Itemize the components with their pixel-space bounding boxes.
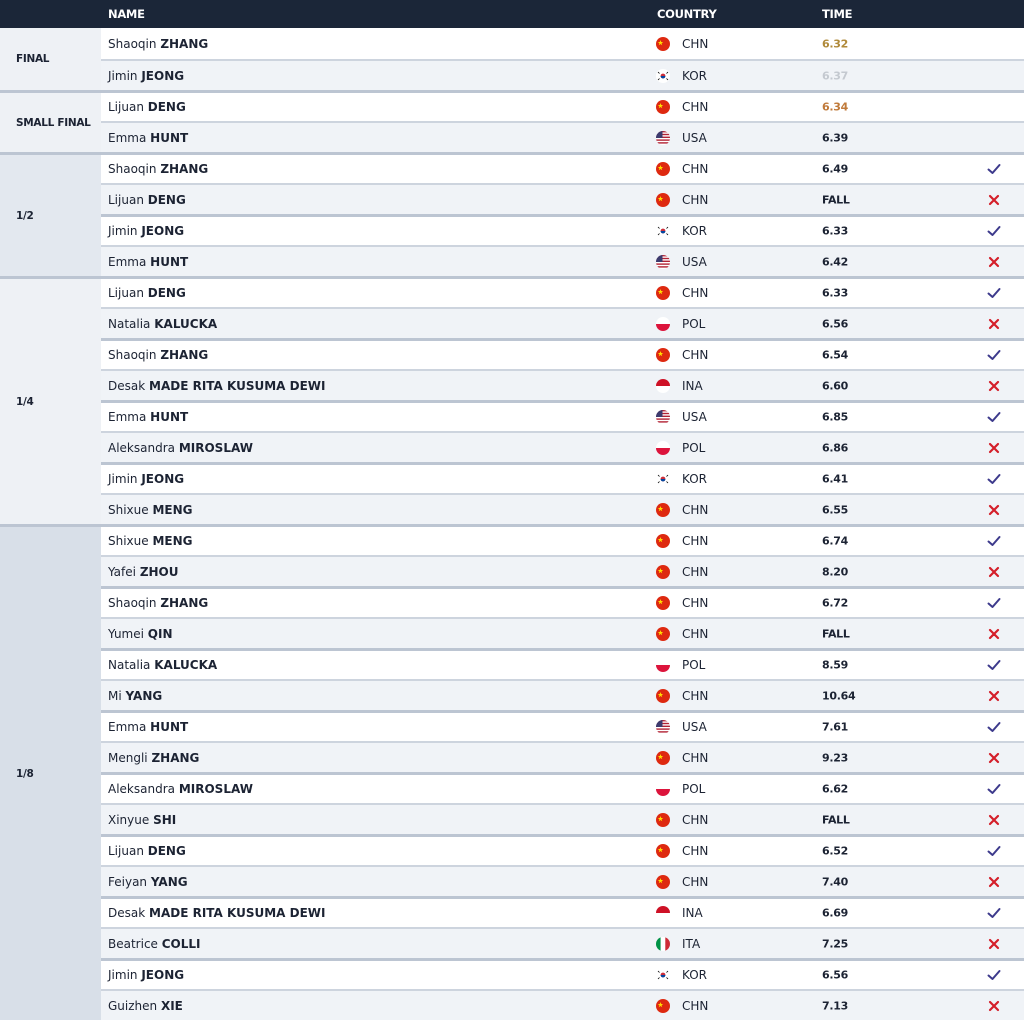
country-code: USA [682,410,707,424]
athlete-last-name: MIROSLAW [178,782,253,796]
country-code: CHN [682,750,709,765]
athlete-first-name: Emma [108,410,147,424]
check-icon [986,595,1002,611]
country-code: USA [682,720,707,734]
flag-chn-icon [656,503,670,517]
race-time: 6.60 [822,379,848,392]
table-row[interactable] [101,59,1024,90]
race-time: 6.56 [822,317,848,330]
athlete-last-name: DENG [147,844,186,858]
check-icon [986,161,1002,177]
race-time: 6.54 [822,348,848,362]
table-row[interactable] [101,493,1024,524]
athlete-first-name: Guizhen [108,998,158,1013]
athlete-first-name: Emma [108,130,147,145]
country-code: CHN [682,596,709,610]
country-code: CHN [682,100,709,114]
check-icon [986,471,1002,487]
race-time: 8.59 [822,658,848,672]
athlete-first-name: Lijuan [108,100,144,114]
cross-icon [986,874,1002,890]
country-code: CHN [682,564,709,579]
flag-chn-icon [656,627,670,641]
athlete-first-name: Yumei [108,626,144,641]
athlete-first-name: Aleksandra [108,440,175,455]
athlete-last-name: ZHANG [160,162,209,176]
country-code: INA [682,378,703,393]
flag-usa-icon [656,131,670,145]
flag-chn-icon [656,162,670,176]
race-time: 10.64 [822,689,856,702]
race-time: 6.37 [822,69,848,82]
athlete-name[interactable] [108,69,184,83]
athlete-first-name: Lijuan [108,286,144,300]
athlete-name[interactable] [108,131,188,145]
race-time: FALL [822,193,850,206]
athlete-last-name: COLLI [161,936,201,951]
athlete-first-name: Desak [108,378,146,393]
country-code: CHN [682,844,709,858]
table-row[interactable] [101,927,1024,958]
table-row[interactable] [101,586,1024,617]
country-code: CHN [682,502,709,517]
athlete-last-name: DENG [147,192,186,207]
athlete-last-name: ZHOU [139,564,179,579]
athlete-name[interactable] [108,348,208,362]
athlete-last-name: XIE [160,998,183,1013]
athlete-name[interactable] [108,968,184,982]
check-icon [986,223,1002,239]
race-time: 6.72 [822,596,848,610]
athlete-first-name: Jimin [108,224,138,238]
table-row[interactable] [101,710,1024,741]
table-row[interactable] [101,152,1024,183]
race-time: 6.74 [822,534,848,548]
flag-chn-icon [656,751,670,765]
column-header-country: COUNTRY [657,7,717,21]
check-icon [986,843,1002,859]
race-time: 8.20 [822,565,848,578]
table-row[interactable] [101,834,1024,865]
country-code: USA [682,254,707,269]
table-row[interactable] [101,865,1024,896]
flag-ita-icon [656,937,670,951]
athlete-last-name: KALUCKA [154,316,218,331]
athlete-first-name: Mengli [108,750,148,765]
athlete-first-name: Jimin [108,68,138,83]
athlete-last-name: ZHANG [151,750,200,765]
table-row[interactable] [101,431,1024,462]
cross-icon [986,936,1002,952]
athlete-name[interactable] [108,255,188,269]
athlete-first-name: Shixue [108,502,149,517]
flag-pol-icon [656,658,670,672]
round-label: FINAL [0,28,101,90]
athlete-first-name: Feiyan [108,874,148,889]
table-row[interactable] [101,772,1024,803]
cross-icon [986,564,1002,580]
table-row[interactable] [101,803,1024,834]
race-time: 7.25 [822,937,848,950]
athlete-name[interactable] [108,410,188,424]
check-icon [986,285,1002,301]
athlete-name[interactable] [108,534,193,548]
race-time: FALL [822,813,850,826]
athlete-last-name: ZHANG [160,596,209,610]
athlete-name[interactable] [108,875,188,889]
athlete-last-name: JEONG [141,472,185,486]
race-time: 6.34 [822,100,848,114]
table-row[interactable] [101,524,1024,555]
athlete-name[interactable] [108,317,217,331]
athlete-last-name: HUNT [150,720,189,734]
check-icon [986,657,1002,673]
cross-icon [986,750,1002,766]
cross-icon [986,812,1002,828]
athlete-first-name: Jimin [108,472,138,486]
flag-pol-icon [656,317,670,331]
athlete-last-name: YANG [125,688,163,703]
athlete-first-name: Beatrice [108,936,158,951]
flag-chn-icon [656,999,670,1013]
country-code: POL [682,316,706,331]
flag-chn-icon [656,813,670,827]
country-code: INA [682,906,703,920]
table-row[interactable] [101,28,1024,59]
check-icon [986,719,1002,735]
race-time: 6.33 [822,224,848,238]
race-time: 7.61 [822,720,848,734]
athlete-name[interactable] [108,813,176,827]
athlete-last-name: KALUCKA [154,658,218,672]
table-row[interactable] [101,90,1024,121]
athlete-name[interactable] [108,193,186,207]
race-time: 6.52 [822,844,848,858]
flag-chn-icon [656,286,670,300]
country-code: KOR [682,968,707,982]
athlete-name[interactable] [108,937,201,951]
flag-usa-icon [656,720,670,734]
flag-chn-icon [656,100,670,114]
table-row[interactable] [101,958,1024,989]
table-row[interactable] [101,121,1024,152]
athlete-name[interactable] [108,627,173,641]
athlete-name[interactable] [108,162,208,176]
athlete-first-name: Natalia [108,316,151,331]
check-icon [986,967,1002,983]
flag-usa-icon [656,410,670,424]
athlete-last-name: ZHANG [160,348,209,362]
flag-kor-icon [656,69,670,83]
athlete-name[interactable] [108,751,199,765]
country-code: USA [682,130,707,145]
athlete-first-name: Yafei [108,564,136,579]
country-code: KOR [682,224,707,238]
cross-icon [986,192,1002,208]
athlete-last-name: SHI [153,812,177,827]
flag-chn-icon [656,689,670,703]
athlete-name[interactable] [108,379,326,393]
athlete-first-name: Shixue [108,534,149,548]
round-label: 1/2 [0,152,101,276]
flag-chn-icon [656,844,670,858]
athlete-first-name: Emma [108,254,147,269]
table-row[interactable] [101,462,1024,493]
athlete-first-name: Lijuan [108,844,144,858]
athlete-first-name: Xinyue [108,812,150,827]
country-code: CHN [682,874,709,889]
country-code: POL [682,782,706,796]
table-row[interactable] [101,214,1024,245]
country-code: POL [682,440,706,455]
athlete-last-name: MIROSLAW [178,440,253,455]
flag-chn-icon [656,37,670,51]
country-code: CHN [682,286,709,300]
athlete-name[interactable] [108,658,217,672]
athlete-last-name: HUNT [150,254,189,269]
table-row[interactable] [101,989,1024,1020]
athlete-last-name: YANG [150,874,188,889]
athlete-last-name: JEONG [141,968,185,982]
flag-chn-icon [656,875,670,889]
country-code: KOR [682,472,707,486]
athlete-first-name: Shaoqin [108,36,157,51]
athlete-last-name: JEONG [141,68,185,83]
race-time: 6.85 [822,410,848,424]
round-label: 1/8 [0,524,101,1020]
athlete-name[interactable] [108,906,326,920]
column-header-name: NAME [108,7,145,21]
table-row[interactable] [101,183,1024,214]
table-row[interactable] [101,648,1024,679]
cross-icon [986,316,1002,332]
flag-pol-icon [656,441,670,455]
athlete-first-name: Mi [108,688,122,703]
athlete-name[interactable] [108,286,186,300]
race-time: 6.39 [822,131,848,144]
athlete-name[interactable] [108,441,253,455]
athlete-first-name: Desak [108,906,146,920]
flag-kor-icon [656,472,670,486]
cross-icon [986,440,1002,456]
athlete-last-name: HUNT [150,130,189,145]
athlete-name[interactable] [108,472,184,486]
athlete-name[interactable] [108,844,186,858]
country-code: ITA [682,936,701,951]
flag-chn-icon [656,565,670,579]
country-code: CHN [682,688,709,703]
country-code: CHN [682,192,709,207]
race-time: 6.86 [822,441,848,454]
athlete-last-name: MENG [152,534,193,548]
country-code: CHN [682,36,709,51]
table-row[interactable] [101,400,1024,431]
race-time: 6.41 [822,472,848,486]
athlete-name[interactable] [108,596,208,610]
athlete-name[interactable] [108,503,193,517]
flag-pol-icon [656,782,670,796]
table-row[interactable] [101,338,1024,369]
athlete-name[interactable] [108,720,188,734]
check-icon [986,905,1002,921]
flag-chn-icon [656,596,670,610]
athlete-last-name: DENG [147,100,186,114]
athlete-first-name: Aleksandra [108,782,175,796]
athlete-last-name: JEONG [141,224,185,238]
athlete-last-name: QIN [147,626,173,641]
table-row[interactable] [101,617,1024,648]
flag-kor-icon [656,968,670,982]
country-code: POL [682,658,706,672]
race-time: 7.13 [822,999,848,1012]
athlete-last-name: MADE RITA KUSUMA DEWI [149,378,326,393]
race-time: 6.33 [822,286,848,300]
country-code: CHN [682,534,709,548]
table-row[interactable] [101,369,1024,400]
athlete-first-name: Natalia [108,658,151,672]
athlete-first-name: Shaoqin [108,162,157,176]
race-time: 6.69 [822,906,848,920]
cross-icon [986,502,1002,518]
race-time: 9.23 [822,751,848,764]
table-row[interactable] [101,276,1024,307]
check-icon [986,347,1002,363]
athlete-name[interactable] [108,37,208,51]
race-time: FALL [822,627,850,640]
country-code: CHN [682,998,709,1013]
athlete-first-name: Shaoqin [108,348,157,362]
athlete-name[interactable] [108,689,162,703]
round-label: SMALL FINAL [0,90,101,152]
athlete-name[interactable] [108,782,253,796]
cross-icon [986,688,1002,704]
check-icon [986,533,1002,549]
race-time: 6.62 [822,782,848,796]
table-row[interactable] [101,307,1024,338]
country-code: CHN [682,626,709,641]
race-time: 6.56 [822,968,848,982]
athlete-last-name: ZHANG [160,36,209,51]
athlete-first-name: Shaoqin [108,596,157,610]
flag-kor-icon [656,224,670,238]
cross-icon [986,998,1002,1014]
table-row[interactable] [101,896,1024,927]
athlete-name[interactable] [108,999,183,1013]
athlete-name[interactable] [108,100,186,114]
race-time: 7.40 [822,875,848,888]
flag-chn-icon [656,348,670,362]
race-time: 6.42 [822,255,848,268]
athlete-last-name: MADE RITA KUSUMA DEWI [149,906,326,920]
race-time: 6.49 [822,162,848,176]
athlete-last-name: HUNT [150,410,189,424]
athlete-first-name: Emma [108,720,147,734]
athlete-last-name: DENG [147,286,186,300]
country-code: KOR [682,68,707,83]
athlete-name[interactable] [108,565,179,579]
flag-ina-icon [656,379,670,393]
country-code: CHN [682,812,709,827]
cross-icon [986,378,1002,394]
check-icon [986,781,1002,797]
round-label: 1/4 [0,276,101,524]
column-header-time: TIME [822,7,853,21]
race-time: 6.55 [822,503,848,516]
table-row[interactable] [101,555,1024,586]
athlete-name[interactable] [108,224,184,238]
table-row[interactable] [101,741,1024,772]
flag-chn-icon [656,193,670,207]
flag-usa-icon [656,255,670,269]
table-row[interactable] [101,245,1024,276]
check-icon [986,409,1002,425]
athlete-first-name: Lijuan [108,192,144,207]
cross-icon [986,254,1002,270]
table-header [0,0,1024,28]
country-code: CHN [682,348,709,362]
table-row[interactable] [101,679,1024,710]
race-time: 6.32 [822,37,848,50]
athlete-last-name: MENG [152,502,193,517]
country-code: CHN [682,162,709,176]
flag-chn-icon [656,534,670,548]
flag-ina-icon [656,906,670,920]
cross-icon [986,626,1002,642]
athlete-first-name: Jimin [108,968,138,982]
